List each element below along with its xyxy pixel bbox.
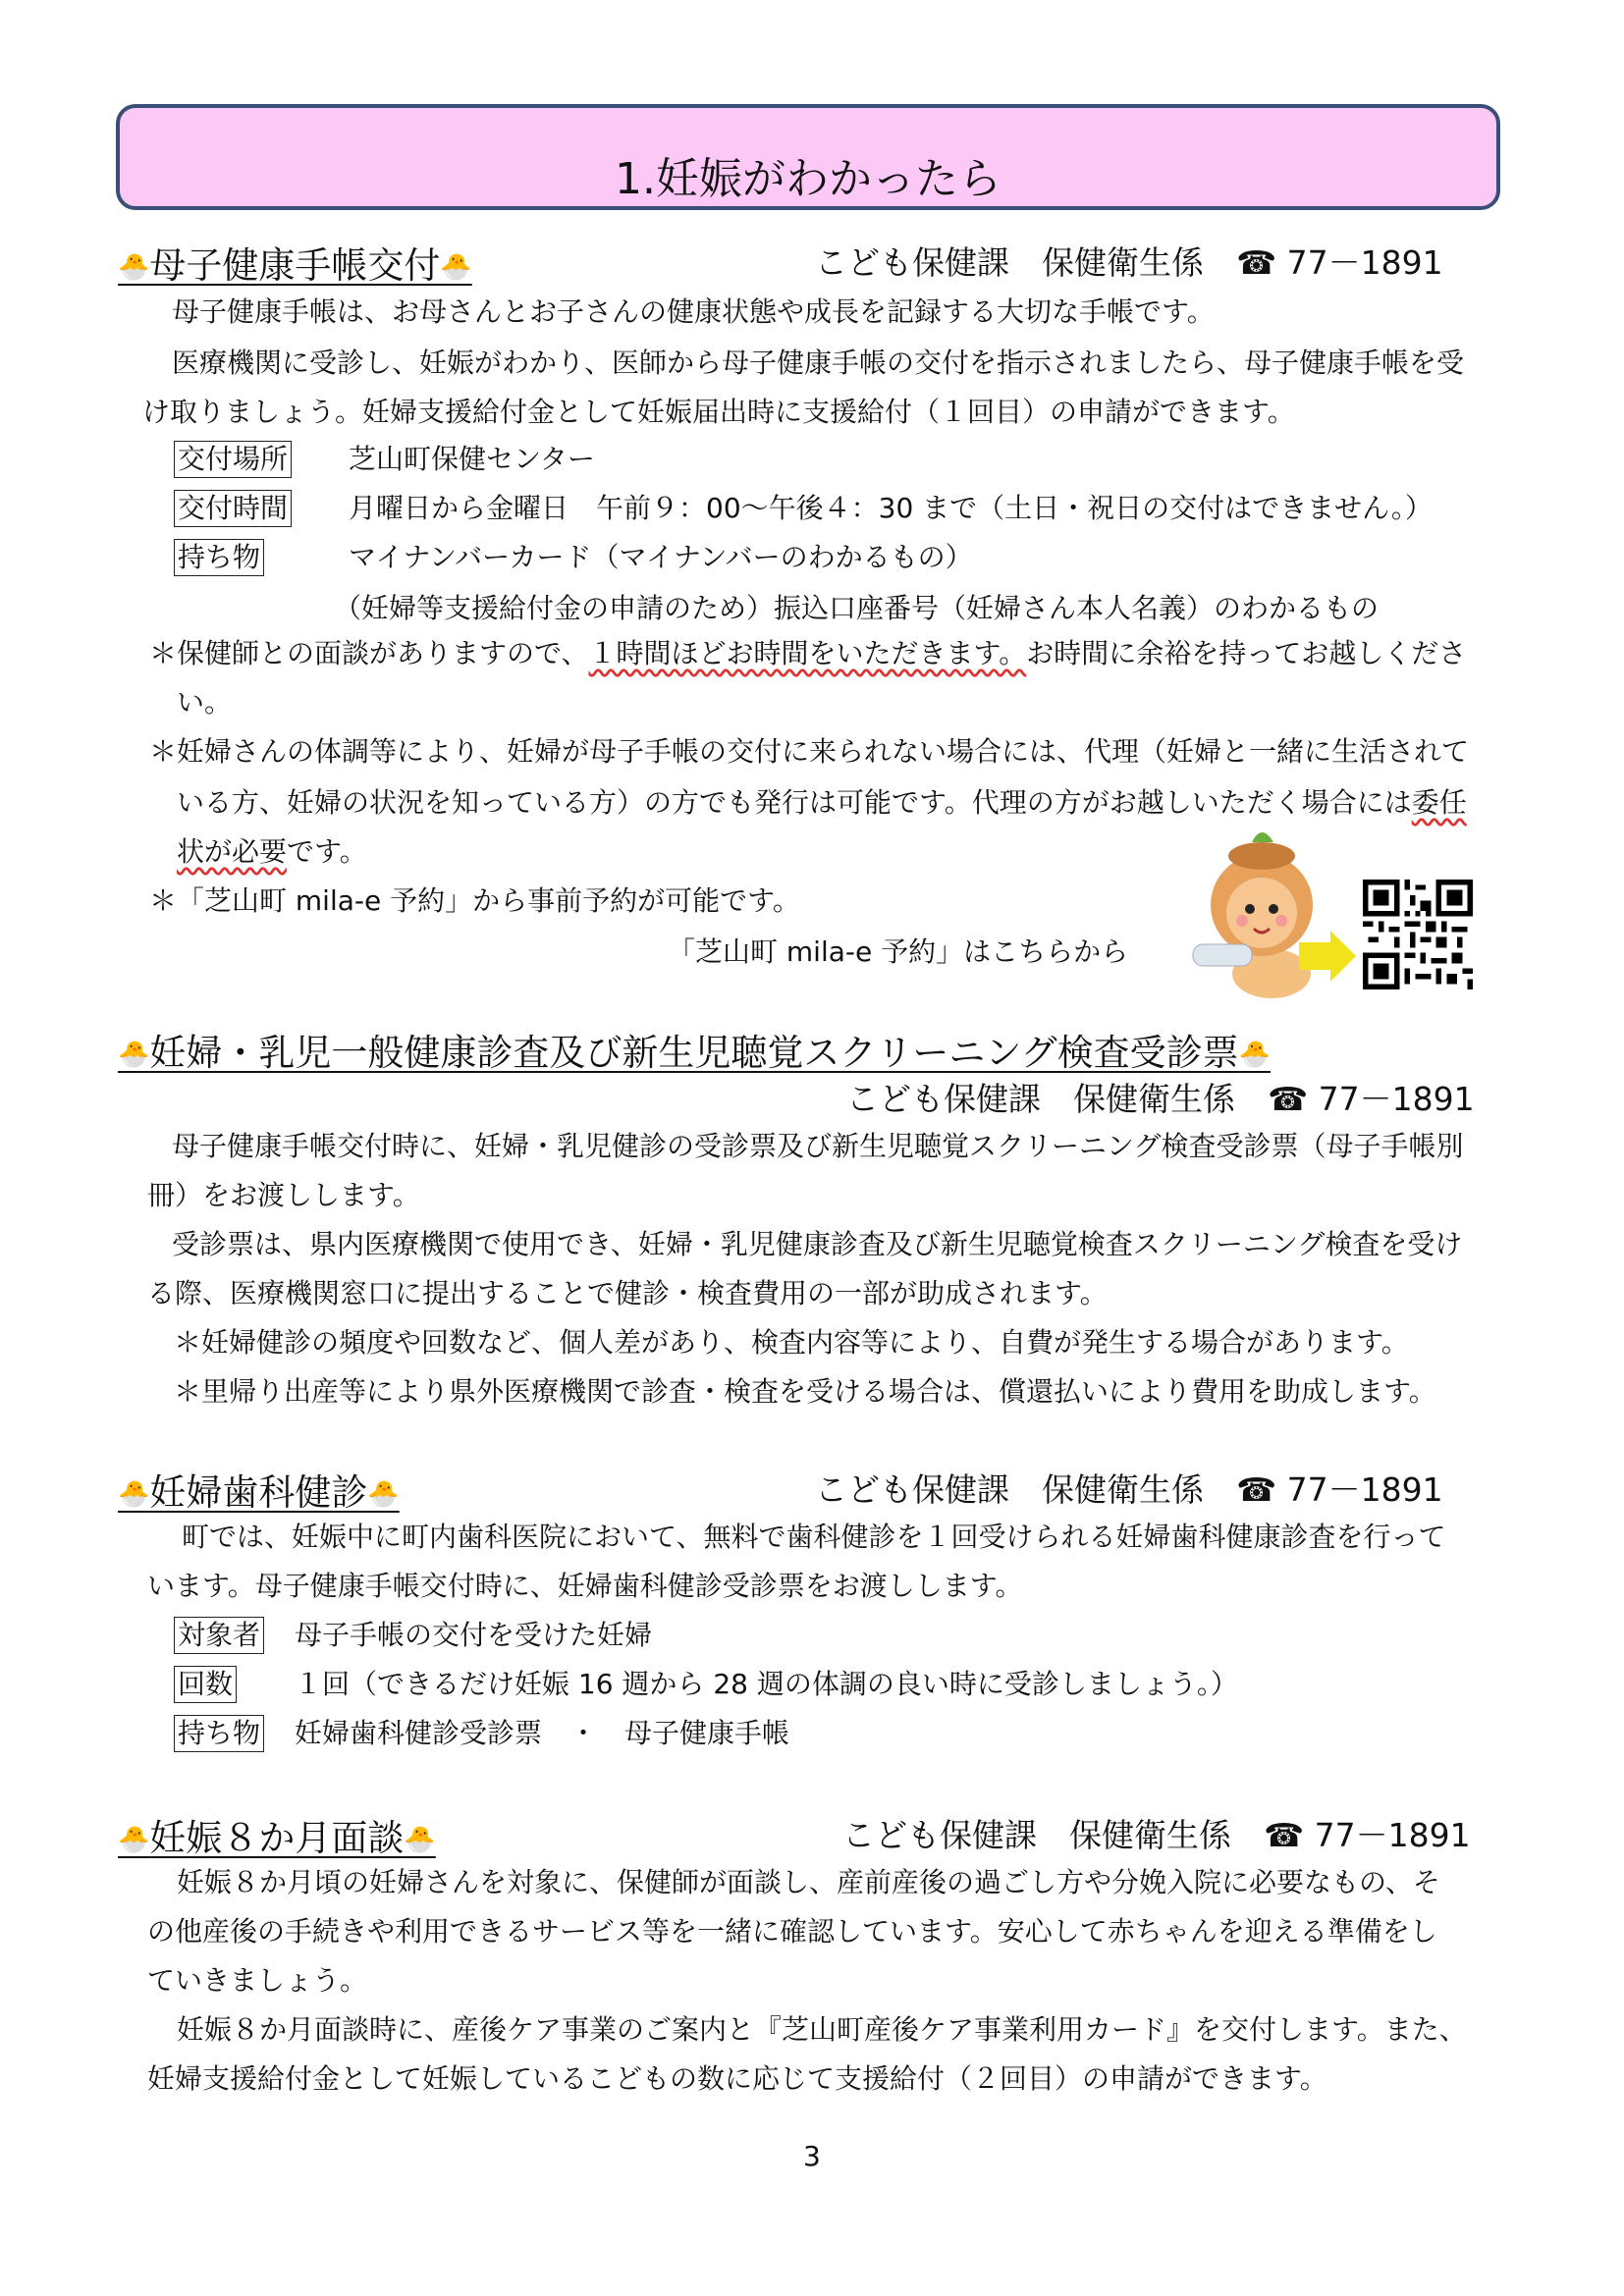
paragraph: 妊娠８か月頃の妊婦さんを対象に、保健師が面談し、産前産後の過ごし方や分娩入院に必要なもの、そ (177, 1866, 1440, 1898)
paragraph: ていきましょう。 (147, 1964, 368, 1997)
info-label: 持ち物 (174, 1715, 264, 1752)
qr-code-icon[interactable] (1363, 880, 1473, 989)
chick-face-icon: 🐣 (118, 1040, 150, 1070)
chick-face-icon: 🐣 (1238, 1040, 1272, 1070)
paragraph: 妊婦支援給付金として妊娠しているこどもの数に応じて支援給付（２回目）の申請ができます。 (147, 2062, 1327, 2095)
paragraph: 母子健康手帳は、お母さんとお子さんの健康状態や成長を記録する大切な手帳です。 (172, 295, 1215, 328)
reserve-caption: 「芝山町 mila-e 予約」はこちらから (668, 935, 1129, 968)
info-row (174, 532, 264, 583)
paragraph: 妊娠８か月面談時に、産後ケア事業のご案内と『芝山町産後ケア事業利用カード』を交付します。また、 (177, 2013, 1467, 2046)
note: ＊「芝山町 mila-e 予約」から事前予約が可能です。 (149, 884, 800, 917)
info-value: 母子手帳の交付を受けた妊婦 (295, 1619, 653, 1651)
contact-info: こども保健課 保健衛生係 ☎ 77－1891 (846, 1080, 1475, 1118)
chick-face-icon: 🐣 (118, 252, 150, 283)
note: ＊保健師との面談がありますので、１時間ほどお時間をいただきます。お時間に余裕を持ってお越しくださ (149, 637, 1467, 669)
info-value: マイナンバーカード（マイナンバーのわかるもの） (349, 541, 973, 573)
chick-face-icon: 🐣 (367, 1479, 400, 1510)
info-label: 交付時間 (174, 490, 292, 527)
info-label: 対象者 (174, 1617, 264, 1654)
contact-info: こども保健課 保健衛生係 ☎ 77－1891 (842, 1816, 1471, 1854)
paragraph: 受診票は、県内医療機関で使用でき、妊婦・乳児健康診査及び新生児聴覚検査スクリーニング検査を受け (172, 1228, 1463, 1260)
chick-face-icon: 🐣 (440, 252, 472, 283)
note: ＊妊婦健診の頻度や回数など、個人差があり、検査内容等により、自費が発生する場合があります。 (174, 1326, 1409, 1359)
paragraph: 町では、妊娠中に町内歯科医院において、無料で歯科健診を１回受けられる妊婦歯科健康診査を行って (182, 1521, 1446, 1553)
section-heading-boshi-techo: 🐣母子健康手帳交付🐣 (118, 244, 472, 287)
info-value: 妊婦歯科健診受診票 ・ 母子健康手帳 (295, 1717, 790, 1749)
info-label: 回数 (174, 1666, 237, 1703)
chick-face-icon: 🐣 (118, 1479, 150, 1510)
section-heading-dental-checkup: 🐣妊婦歯科健診🐣 (118, 1471, 400, 1514)
info-row (174, 434, 292, 485)
info-value: １回（できるだけ妊娠 16 週から 28 週の体調の良い時に受診しましょう。） (295, 1668, 1238, 1700)
info-label: 交付場所 (174, 441, 292, 478)
paragraph: る際、医療機関窓口に提出することで健診・検査費用の一部が助成されます。 (147, 1277, 1108, 1309)
info-row (174, 1610, 264, 1661)
paragraph: 冊）をお渡しします。 (147, 1179, 420, 1211)
paragraph: の他産後の手続きや利用できるサービス等を一緒に確認しています。安心して赤ちゃんを迎える準備をし (147, 1915, 1437, 1948)
chick-face-icon: 🐣 (404, 1825, 436, 1855)
page-title: 1.妊娠がわかったら (615, 154, 1001, 204)
info-row (174, 483, 292, 534)
paragraph: 母子健康手帳交付時に、妊婦・乳児健診の受診票及び新生児聴覚スクリーニング検査受診票（母子手帳別 (172, 1130, 1464, 1162)
paragraph: 医療機関に受診し、妊娠がわかり、医師から母子健康手帳の交付を指示されましたら、母子健康手帳を受 (172, 347, 1465, 379)
paragraph: います。母子健康手帳交付時に、妊婦歯科健診受診票をお渡しします。 (147, 1570, 1023, 1602)
note: ＊妊婦さんの体調等により、妊婦が母子手帳の交付に来られない場合には、代理（妊婦と一緒に生活されて (149, 735, 1470, 768)
note: いる方、妊婦の状況を知っている方）の方でも発行は可能です。代理の方がお越しいただく場合には委任 (177, 786, 1467, 819)
info-value: 芝山町保健センター (349, 443, 595, 475)
note: 状が必要です。 (177, 835, 367, 868)
section-heading-kenshin-ticket: 🐣妊婦・乳児一般健康診査及び新生児聴覚スクリーニング検査受診票🐣 (118, 1032, 1272, 1074)
info-row (174, 1659, 237, 1710)
info-value: 月曜日から金曜日 午前９：00～午後４：30 まで（土日・祝日の交付はできません。） (349, 492, 1433, 524)
section-title-box (116, 104, 1500, 210)
paragraph: け取りましょう。妊婦支援給付金として妊娠届出時に支援給付（１回目）の申請ができます。 (142, 396, 1295, 428)
contact-info: こども保健課 保健衛生係 ☎ 77－1891 (815, 1470, 1443, 1509)
note: ＊里帰り出産等により県外医療機関で診査・検査を受ける場合は、償還払いにより費用を助成します。 (174, 1375, 1436, 1408)
info-value-extra: （妊婦等支援給付金の申請のため）振込口座番号（妊婦さん本人名義）のわかるもの (334, 592, 1380, 624)
contact-info: こども保健課 保健衛生係 ☎ 77－1891 (815, 243, 1443, 282)
note: い。 (177, 686, 233, 719)
mascot-character-icon (1183, 827, 1360, 1003)
info-row (174, 1708, 264, 1759)
info-label: 持ち物 (174, 539, 264, 576)
chick-face-icon: 🐣 (118, 1825, 150, 1855)
page-number: 3 (803, 2140, 821, 2172)
section-heading-8month-interview: 🐣妊娠８か月面談🐣 (118, 1817, 436, 1859)
